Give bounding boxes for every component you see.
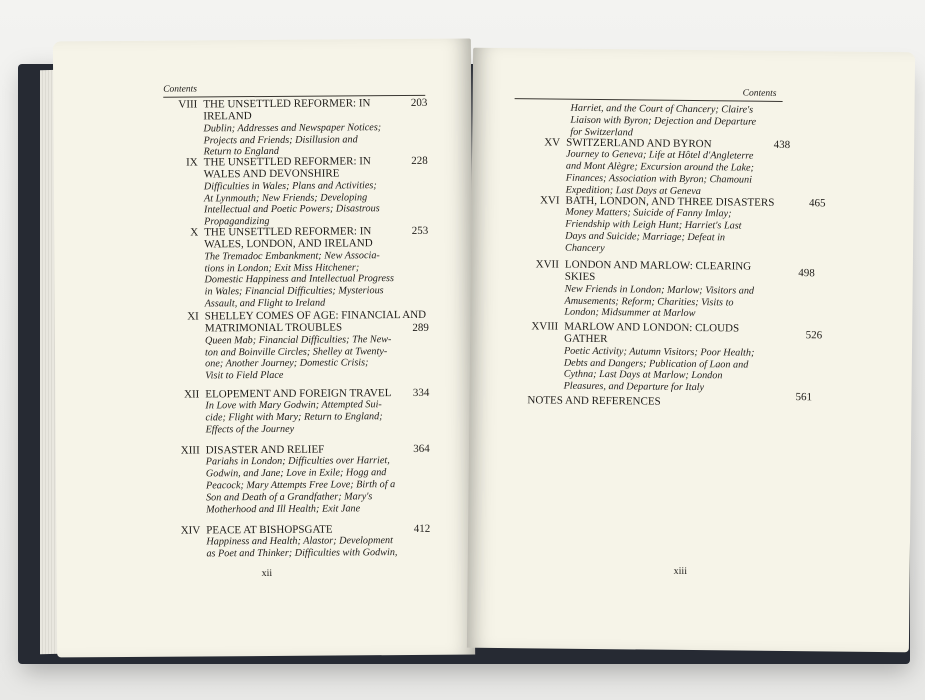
left-page [53,39,475,658]
chapter-number: XVIII [531,320,559,333]
chapter-page: 228 [411,154,428,167]
notes-page: 561 [795,391,813,404]
continued-description: Harriet, and the Court of Chancery; Claire's Liaison with Byron; Dejection and Departure for Switzerland [570,102,757,138]
toc-entry-xvi [527,194,826,256]
chapter-description: Queen Mab; Financial Difficulties; The New- ton and Boinville Circles; Shelley at Twenty- one; Another Journey; Domestic Crisis; Visit to Field Place [204,333,392,382]
chapter-page: 438 [773,138,791,152]
toc-entry-xii [167,387,429,437]
toc-entry-xviii [526,320,823,395]
chapter-number: XI [187,310,199,323]
chapter-description: Dublin; Addresses and Newspaper Notices; Projects and Friends; Disillusion and Return to England [203,121,382,158]
chapter-number: XIV [180,524,201,537]
chapter-description: In Love with Mary Godwin; Attempted Sui- cide; Flight with Mary; Return to England; Effects of the Journey [205,399,383,436]
chapter-page: 334 [412,386,430,399]
right-running-head: Contents [742,88,777,99]
chapter-title: ELOPEMENT AND FOREIGN TRAVEL [205,387,392,401]
right-header-rule [515,98,783,102]
chapter-title: THE UNSETTLED REFORMER: IN WALES, LONDON, AND IRELAND [204,225,373,251]
chapter-description: The Tremadoc Embankment; New Associa- tions in London; Exit Miss Hitchener; Domestic Happiness and Intellectual Progress in Wales; Financial Difficulties; Mysterious Assault, and Flight to Ireland [204,250,394,310]
toc-entry-xi [167,309,429,383]
chapter-title: DISASTER AND RELIEF [205,443,325,457]
toc-entry-xiv [168,523,430,561]
chapter-title: SHELLEY COMES OF AGE: FINANCIAL AND MATRIMONIAL TROUBLES [204,308,427,335]
chapter-description: Happiness and Health; Alastor; Development as Poet and Thinker; Difficulties with Godwin, [206,535,398,560]
chapter-page: 253 [411,224,429,237]
chapter-page: 364 [413,442,430,455]
left-folio: xii [261,567,273,580]
chapter-description: Difficulties in Wales; Plans and Activities; At Lynmouth; New Friends; Developing Intellectual and Poetic Powers; Disastrous Propagandizing [203,180,380,228]
chapter-title: SWITZERLAND AND BYRON [566,136,712,151]
chapter-description: Poetic Activity; Autumn Visitors; Poor Health; Debts and Dangers; Publication of Laon and Cythna; Last Days at Marlow; London Pleasures, and Departure for Italy [563,345,755,394]
chapter-page: 289 [412,321,429,334]
chapter-title: MARLOW AND LONDON: CLOUDS GATHER [564,320,740,346]
chapter-number: XVI [539,194,560,207]
chapter-title: LONDON AND MARLOW: CLEARING SKIES [564,258,752,284]
chapter-page: 203 [410,96,428,109]
toc-entry-x [166,225,429,311]
toc-entry-viii [165,97,427,159]
chapter-number: XIII [180,444,200,457]
chapter-page: 498 [798,267,815,280]
chapter-page: 526 [805,329,823,342]
right-page [467,48,915,653]
chapter-title: THE UNSETTLED REFORMER: IN IRELAND [203,97,371,123]
chapter-number: VIII [178,98,198,111]
chapter-number: XVII [535,258,559,271]
notes-title: NOTES AND REFERENCES [527,394,661,408]
chapter-title: BATH, LONDON, AND THREE DISASTERS [565,194,775,209]
toc-entry-xiii [168,443,430,516]
right-folio: xiii [673,565,688,577]
chapter-title: THE UNSETTLED REFORMER: IN WALES AND DEVONSHIRE [203,155,371,181]
chapter-title: PEACE AT BISHOPSGATE [206,523,333,537]
chapter-page: 465 [808,197,826,210]
toc-entry-ix [166,155,428,229]
left-running-head: Contents [163,84,198,95]
chapter-description: Money Matters; Suicide of Fanny Imlay; Friendship with Leigh Hunt; Harriet's Last Days and Suicide; Marriage; Defeat in Chancery [565,207,742,254]
toc-entry-xvii [526,258,815,321]
chapter-description: Pariahs in London; Difficulties over Harriet, Godwin, and Jane; Love in Exile; Hogg and Peacock; Mary Attempts Free Love; Birth of a Son and Death of a Grandfather; Mary's Motherhood and Ill Health; Exit Jane [205,455,396,516]
chapter-page: 412 [413,522,431,535]
chapter-number: XII [183,388,200,401]
toc-entry-xv [528,136,791,198]
chapter-description: Journey to Geneva; Life at Hôtel d'Angleterre and Mont Alègre; Excursion around the Lake; Finances; Association with Byron; Chamouni Expedition; Last Days at Geneva [565,149,755,197]
chapter-description: New Friends in London; Marlow; Visitors and Amusements; Reform; Charities; Visits to London; Midsummer at Marlow [564,283,755,320]
chapter-number: XV [544,136,561,149]
chapter-number: IX [186,156,198,169]
chapter-number: X [190,226,199,239]
